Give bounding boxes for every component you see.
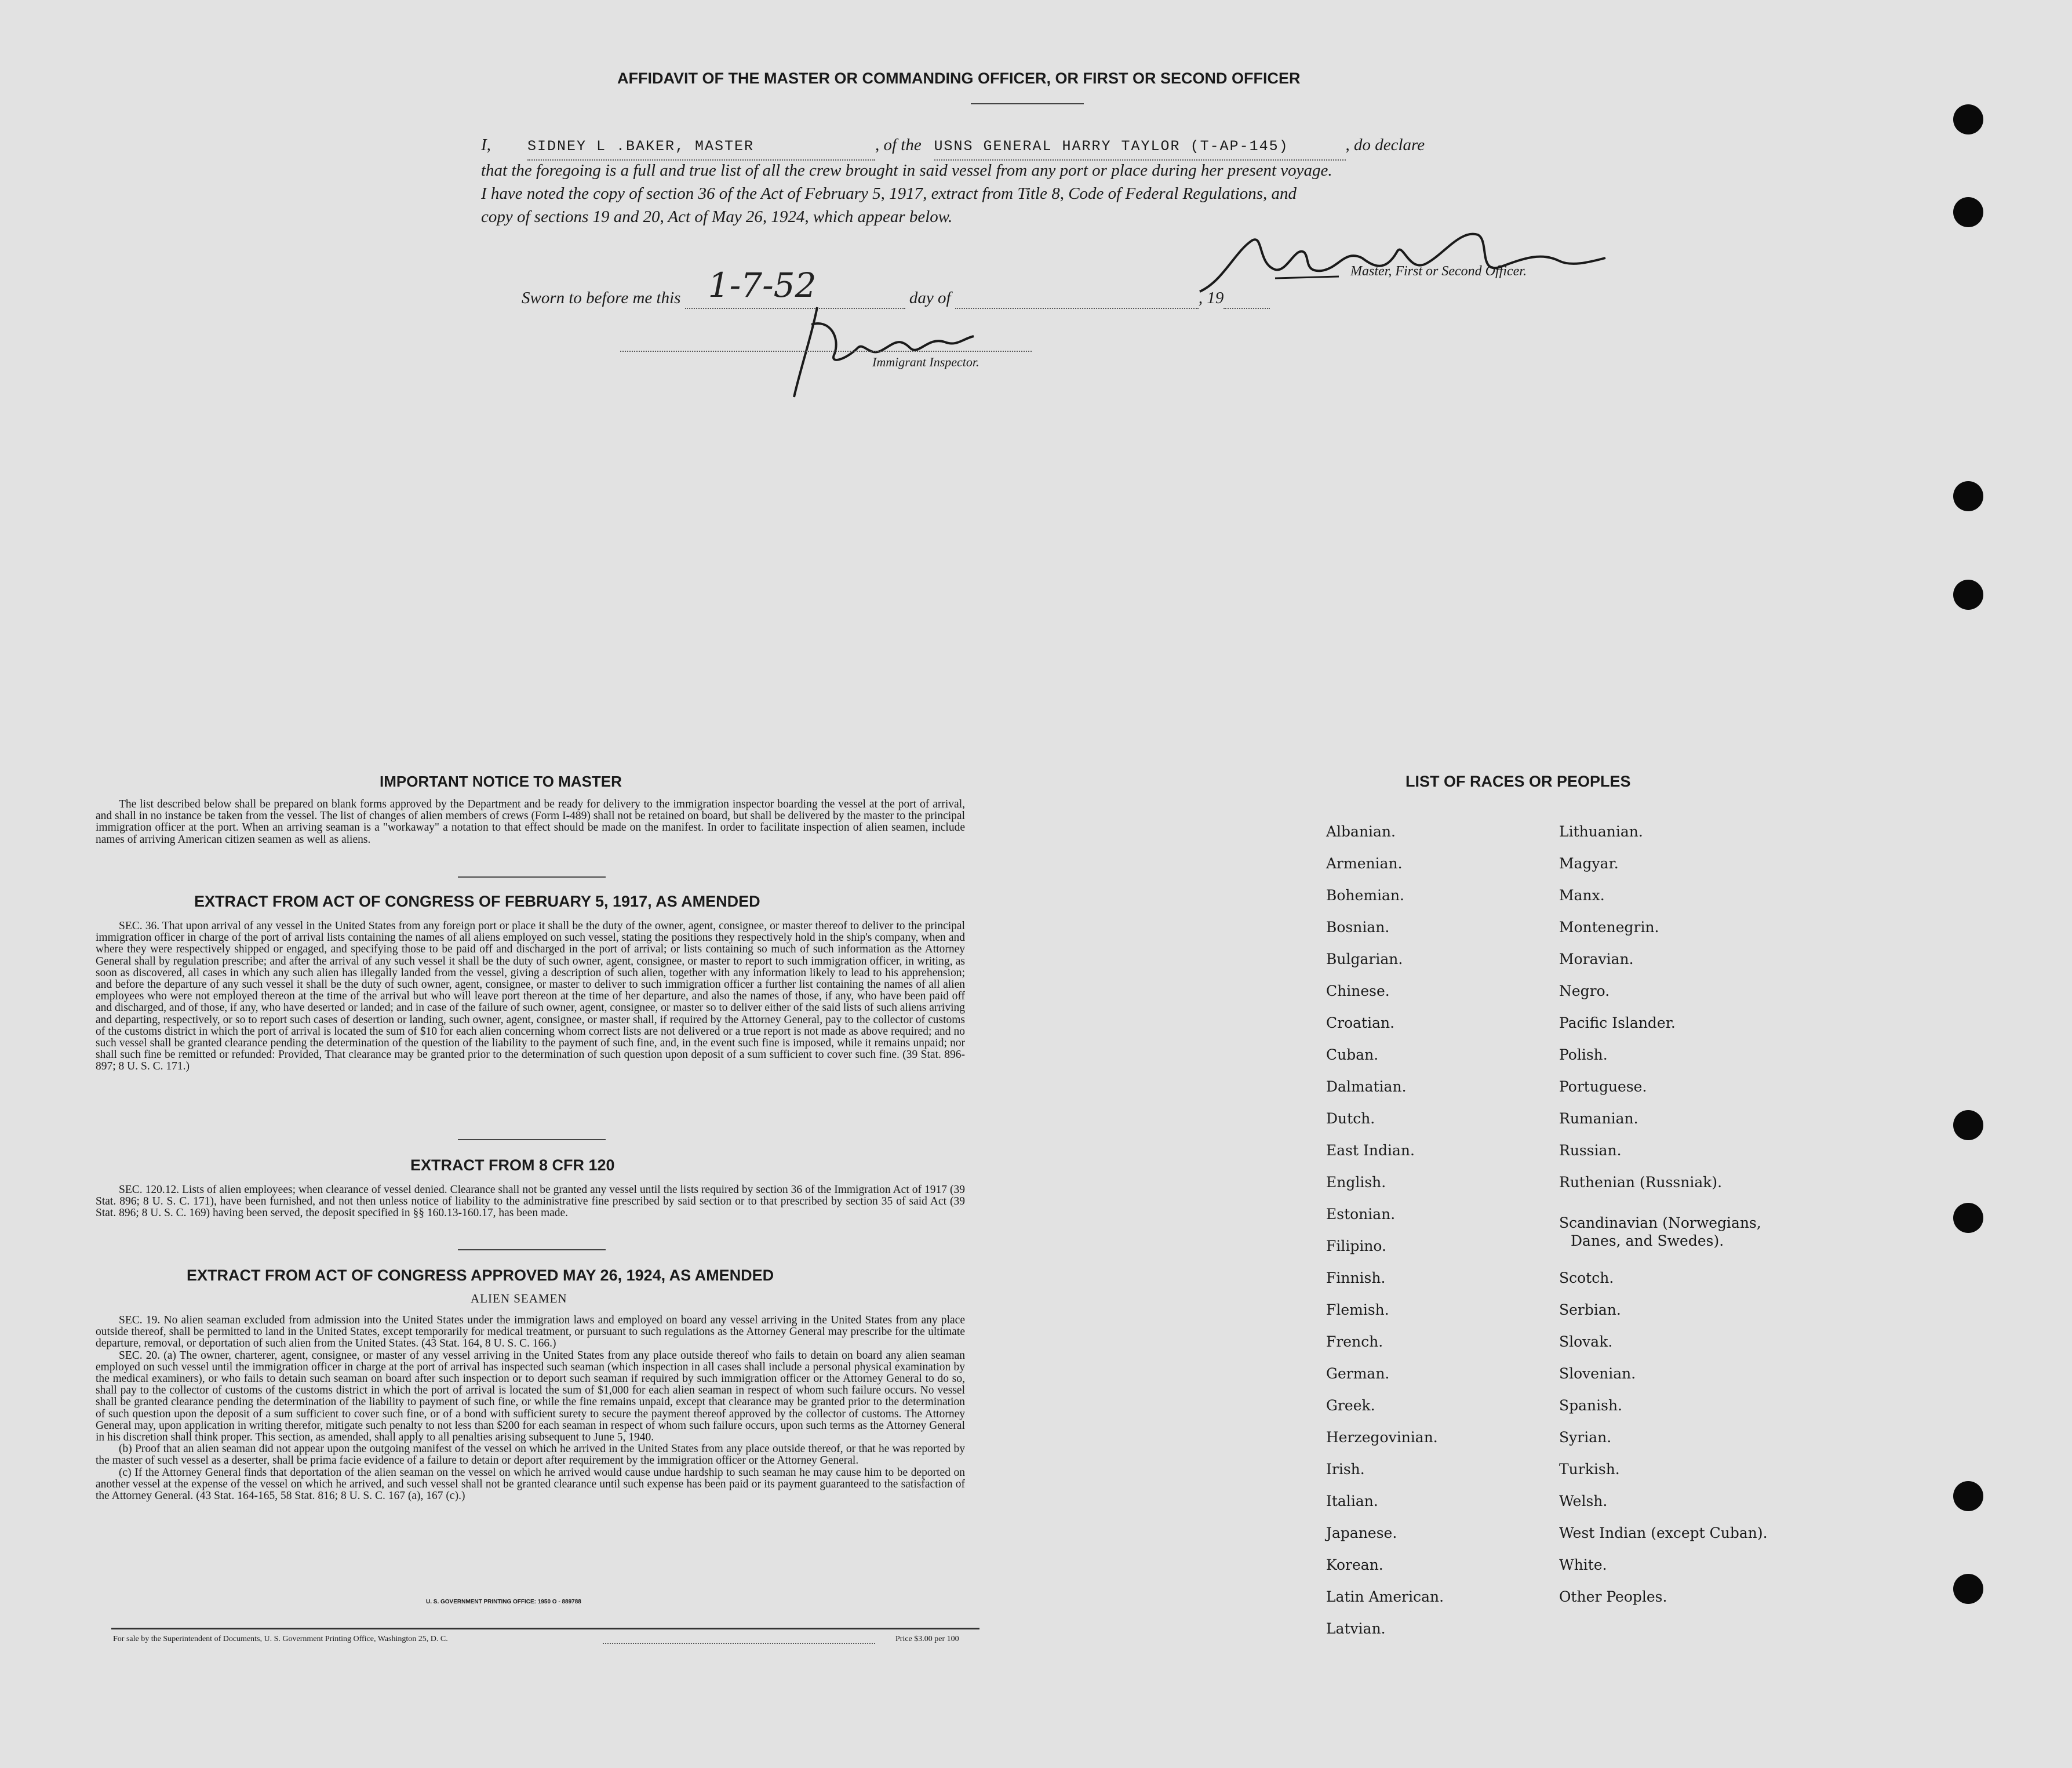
notice-text: The list described below shall be prepared on blank forms approved by the Department and be ready for delivery to the immigration inspector boarding the vessel at the port of arrival, and shall in no instance be taken from the vessel. The list of changes of alien members of crews (Form I-489) shall not be retained on board, but shall be delivered by the master to the principal immigration officer at the port. When an arriving seaman is a "workaway" a notation to that effect should be made on the manifest. In order to facilitate inspection of alien seamen, include names of arriving American citizen seamen as well as aliens.	[96, 798, 965, 846]
race-item: Serbian.	[1559, 1301, 1621, 1318]
race-item: Bosnian.	[1326, 919, 1390, 936]
inspector-caption: Immigrant Inspector.	[872, 355, 979, 369]
affidavit-line-3: I have noted the copy of section 36 of the Act of February 5, 1917, extract from Title 8, Code of Federal Regulations, and	[481, 184, 1297, 203]
do-declare-label: , do declare	[1345, 136, 1425, 154]
race-item: German.	[1326, 1365, 1390, 1382]
affidavit-line-4: copy of sections 19 and 20, Act of May 26, 1924, which appear below.	[481, 208, 953, 226]
race-item: Slovak.	[1559, 1333, 1613, 1350]
race-item: Armenian.	[1326, 855, 1403, 872]
affidavit-declaration-line	[481, 132, 1594, 161]
race-item: Bulgarian.	[1326, 951, 1403, 967]
race-item: Spanish.	[1559, 1397, 1623, 1414]
footer-dots	[603, 1643, 875, 1644]
inspector-signature-line	[620, 351, 1032, 352]
race-item: Albanian.	[1326, 823, 1396, 840]
race-item: Portuguese.	[1559, 1078, 1647, 1095]
divider	[971, 103, 1084, 104]
footer-rule	[111, 1628, 979, 1629]
divider	[458, 1139, 606, 1140]
race-item: Estonian.	[1326, 1206, 1396, 1223]
race-item: Finnish.	[1326, 1269, 1386, 1286]
binder-hole	[1953, 1110, 1983, 1140]
binder-hole	[1953, 1574, 1983, 1604]
race-item: Slovenian.	[1559, 1365, 1636, 1382]
race-item: Ruthenian (Russniak).	[1559, 1174, 1723, 1191]
binder-hole	[1953, 580, 1983, 610]
race-item: Italian.	[1326, 1493, 1378, 1509]
race-item: Filipino.	[1326, 1238, 1386, 1254]
race-item: Other Peoples.	[1559, 1588, 1667, 1605]
race-item: Pacific Islander.	[1559, 1014, 1676, 1031]
alien-seamen-subtitle: ALIEN SEAMEN	[471, 1292, 567, 1305]
race-item: Dalmatian.	[1326, 1078, 1407, 1095]
master-name-field: SIDNEY L .BAKER, MASTER	[527, 134, 875, 161]
notice-body	[96, 799, 965, 846]
races-title: LIST OF RACES OR PEOPLES	[1405, 773, 1631, 790]
year-label: , 19	[1198, 289, 1224, 307]
extract-1917-body	[96, 921, 965, 1073]
binder-hole	[1953, 1481, 1983, 1511]
race-item: Korean.	[1326, 1556, 1383, 1573]
race-item: French.	[1326, 1333, 1383, 1350]
section-20b-text: (b) Proof that an alien seaman did not appear upon the outgoing manifest of the vessel on which he arrived in the United States from any place outside thereof, or that he was reported by the master of such vessel as a deserter, shall be prima facie evidence of a failure to detain or deport after requirement by the immigration officer or the Attorney General.	[96, 1443, 965, 1467]
race-item: Moravian.	[1559, 951, 1634, 967]
race-item: Danes, and Swedes).	[1571, 1232, 1724, 1249]
binder-hole	[1953, 481, 1983, 511]
section-36-text: SEC. 36. That upon arrival of any vessel in the United States from any foreign port or place it shall be the duty of the owner, agent, consignee, or master thereof to deliver to the principal immigration officer in charge of the port of arrival lists containing the names of all aliens employed on such vessel, stating the positions they respectively hold in the ship's company, when and where they were respectively shipped or engaged, and specifying those to be paid off and discharged in the port of arrival; or lists containing so much of such information as the Attorney General shall by regulation prescribe; and after the arrival of any such vessel it shall be the duty of such owner, agent, consignee, or master to report to such immigration officer, in writing, as soon as discovered, all cases in which any such alien has illegally landed from the vessel, giving a description of such alien, together with any information likely to lead to his apprehension; and before the departure of any such vessel it shall be the duty of such owner, agent, consignee, or master to deliver to such immigration officer a further list containing the names of all alien employees who were not employed thereon at the time of the arrival but who will leave port thereon at the time of her departure, and also the names of those, if any, who have been paid off and discharged, and of those, if any, who have deserted or landed; and in case of the failure of such owner, agent, consignee, or master so to deliver either of the said lists of such aliens arriving and departing, respectively, or so to report such cases of desertion or landing, such owner, agent, consignee, or master shall, if required by the Attorney General, pay to the collector of customs of the customs district in which the port of arrival is located the sum of $10 for each alien concerning whom correct lists are not delivered or a true report is not made as above required; and no such vessel shall be granted clearance pending the determination of the question of the liability to the payment of such fine, and, in the event such fine is imposed, while it remains unpaid; nor shall such fine be remitted or refunded: Provided, That clearance may be granted prior to the determination of such question upon deposit of a sum sufficient to cover such fine. (39 Stat. 896-897; 8 U. S. C. 171.)	[96, 920, 965, 1073]
extract-1924-body	[96, 1315, 965, 1502]
race-item: Herzegovinian.	[1326, 1429, 1438, 1446]
affidavit-title: AFFIDAVIT OF THE MASTER OR COMMANDING OFFICER, OR FIRST OR SECOND OFFICER	[617, 70, 1301, 87]
race-item: Greek.	[1326, 1397, 1375, 1414]
race-item: Croatian.	[1326, 1014, 1395, 1031]
sworn-date: 1-7-52	[708, 265, 817, 305]
section-20a-text: SEC. 20. (a) The owner, charterer, agent, consignee, or master of any vessel arriving in the United States from any place outside thereof who fails to detain on board any alien seaman employed on such vessel until the immigration officer in charge at the port of arrival has inspected such seaman (which inspection in all cases shall include a personal physical examination by the medical examiners), or who fails to detain such seaman on board after such inspection or to deport such seaman if required by such immigration officer or the Attorney General to do so, shall pay to the collector of customs of the customs district in which the port of arrival is located the sum of $1,000 for each alien seaman in respect of whom such failure occurs. No vessel shall be granted clearance pending the determination of the liability to payment of such fine, or while the fine remains unpaid, except that clearance may be granted prior to the determination of such question upon the deposit of a sum sufficient to cover such fine, or of a bond with sufficient surety to secure the payment thereof approved by the collector of customs. The Attorney General may, upon application in writing therefor, mitigate such penalty to not less than $200 for each seaman in respect of whom such failure occurs, upon such terms as the Attorney General in his discretion shall think proper. This section, as amended, shall apply to all penalties arising subsequent to June 5, 1940.	[96, 1349, 965, 1444]
race-item: Russian.	[1559, 1142, 1622, 1159]
race-item: Negro.	[1559, 983, 1610, 999]
race-item: Scotch.	[1559, 1269, 1614, 1286]
race-item: Syrian.	[1559, 1429, 1612, 1446]
race-item: Scandinavian (Norwegians,	[1559, 1214, 1761, 1231]
section-19-text: SEC. 19. No alien seaman excluded from admission into the United States under the immigration laws and employed on board any vessel arriving in the United States from any place outside thereof, shall be permitted to land in the United States, except temporarily for medical treatment, or pursuant to such regulations as the Attorney General may prescribe for the ultimate departure, removal, or deportation of such alien from the United States. (43 Stat. 164, 8 U. S. C. 166.)	[96, 1314, 965, 1350]
extract-1917-title: EXTRACT FROM ACT OF CONGRESS OF FEBRUARY 5, 1917, AS AMENDED	[194, 893, 760, 910]
notice-title: IMPORTANT NOTICE TO MASTER	[380, 773, 622, 790]
race-item: Manx.	[1559, 887, 1605, 904]
footer-sale: For sale by the Superintendent of Documents, U. S. Government Printing Office, Washington 25, D. C.	[113, 1635, 448, 1643]
race-item: Rumanian.	[1559, 1110, 1638, 1127]
race-item: Japanese.	[1326, 1525, 1397, 1541]
race-item: English.	[1326, 1174, 1386, 1191]
master-caption: Master, First or Second Officer.	[1350, 264, 1527, 279]
race-item: Latin American.	[1326, 1588, 1444, 1605]
binder-hole	[1953, 1203, 1983, 1233]
of-the-label: , of the	[875, 136, 922, 154]
extract-cfr-body	[96, 1184, 965, 1220]
footer-price: Price $3.00 per 100	[895, 1635, 959, 1643]
vessel-name-field: USNS GENERAL HARRY TAYLOR (T-AP-145)	[934, 134, 1346, 161]
race-item: White.	[1559, 1556, 1607, 1573]
divider	[458, 1249, 606, 1250]
day-of-label: day of	[909, 289, 951, 307]
race-item: Lithuanian.	[1559, 823, 1643, 840]
binder-hole	[1953, 104, 1983, 134]
race-item: Chinese.	[1326, 983, 1390, 999]
affidavit-line-2: that the foregoing is a full and true list of all the crew brought in said vessel from any port or place during her present voyage.	[481, 161, 1332, 180]
section-120-12-text: SEC. 120.12. Lists of alien employees; when clearance of vessel denied. Clearance shall not be granted any vessel until the lists required by section 36 of the Immigration Act of 1917 (39 Stat. 896; 8 U. S. C. 171), have been furnished, and not then unless notice of liability to the administrative fine prescribed by said section or to that prescribed by section 35 of said Act (39 Stat. 896; 8 U. S. C. 169) having been served, the deposit specified in §§ 160.13-160.17, has been made.	[96, 1184, 965, 1220]
printing-office-line: U. S. GOVERNMENT PRINTING OFFICE: 1950 O - 889788	[426, 1599, 581, 1605]
race-item: Magyar.	[1559, 855, 1619, 872]
divider	[458, 876, 606, 878]
race-item: East Indian.	[1326, 1142, 1415, 1159]
race-item: Bohemian.	[1326, 887, 1404, 904]
race-item: Welsh.	[1559, 1493, 1608, 1509]
section-20c-text: (c) If the Attorney General finds that deportation of the alien seaman on the vessel on which he arrived would cause undue hardship to such seaman he may cause him to be deported on another vessel at the expense of the vessel on which he arrived, and such vessel shall not be granted clearance until such expense has been paid or its payment guaranteed to the satisfaction of the Attorney General. (43 Stat. 164-165, 58 Stat. 816; 8 U. S. C. 167 (a), 167 (c).)	[96, 1466, 965, 1503]
year-field	[1223, 289, 1270, 309]
race-item: Turkish.	[1559, 1461, 1620, 1478]
race-item: Dutch.	[1326, 1110, 1375, 1127]
sworn-label: Sworn to before me this	[522, 289, 681, 307]
binder-hole	[1953, 197, 1983, 227]
race-item: Polish.	[1559, 1046, 1608, 1063]
extract-1924-title: EXTRACT FROM ACT OF CONGRESS APPROVED MAY 26, 1924, AS AMENDED	[187, 1267, 774, 1284]
race-item: Flemish.	[1326, 1301, 1389, 1318]
race-item: Cuban.	[1326, 1046, 1379, 1063]
race-item: Irish.	[1326, 1461, 1365, 1478]
extract-cfr-title: EXTRACT FROM 8 CFR 120	[410, 1156, 615, 1174]
affidavit-i-label: I,	[481, 136, 491, 154]
race-item: Montenegrin.	[1559, 919, 1659, 936]
race-item: West Indian (except Cuban).	[1559, 1525, 1768, 1541]
race-item: Latvian.	[1326, 1620, 1386, 1637]
